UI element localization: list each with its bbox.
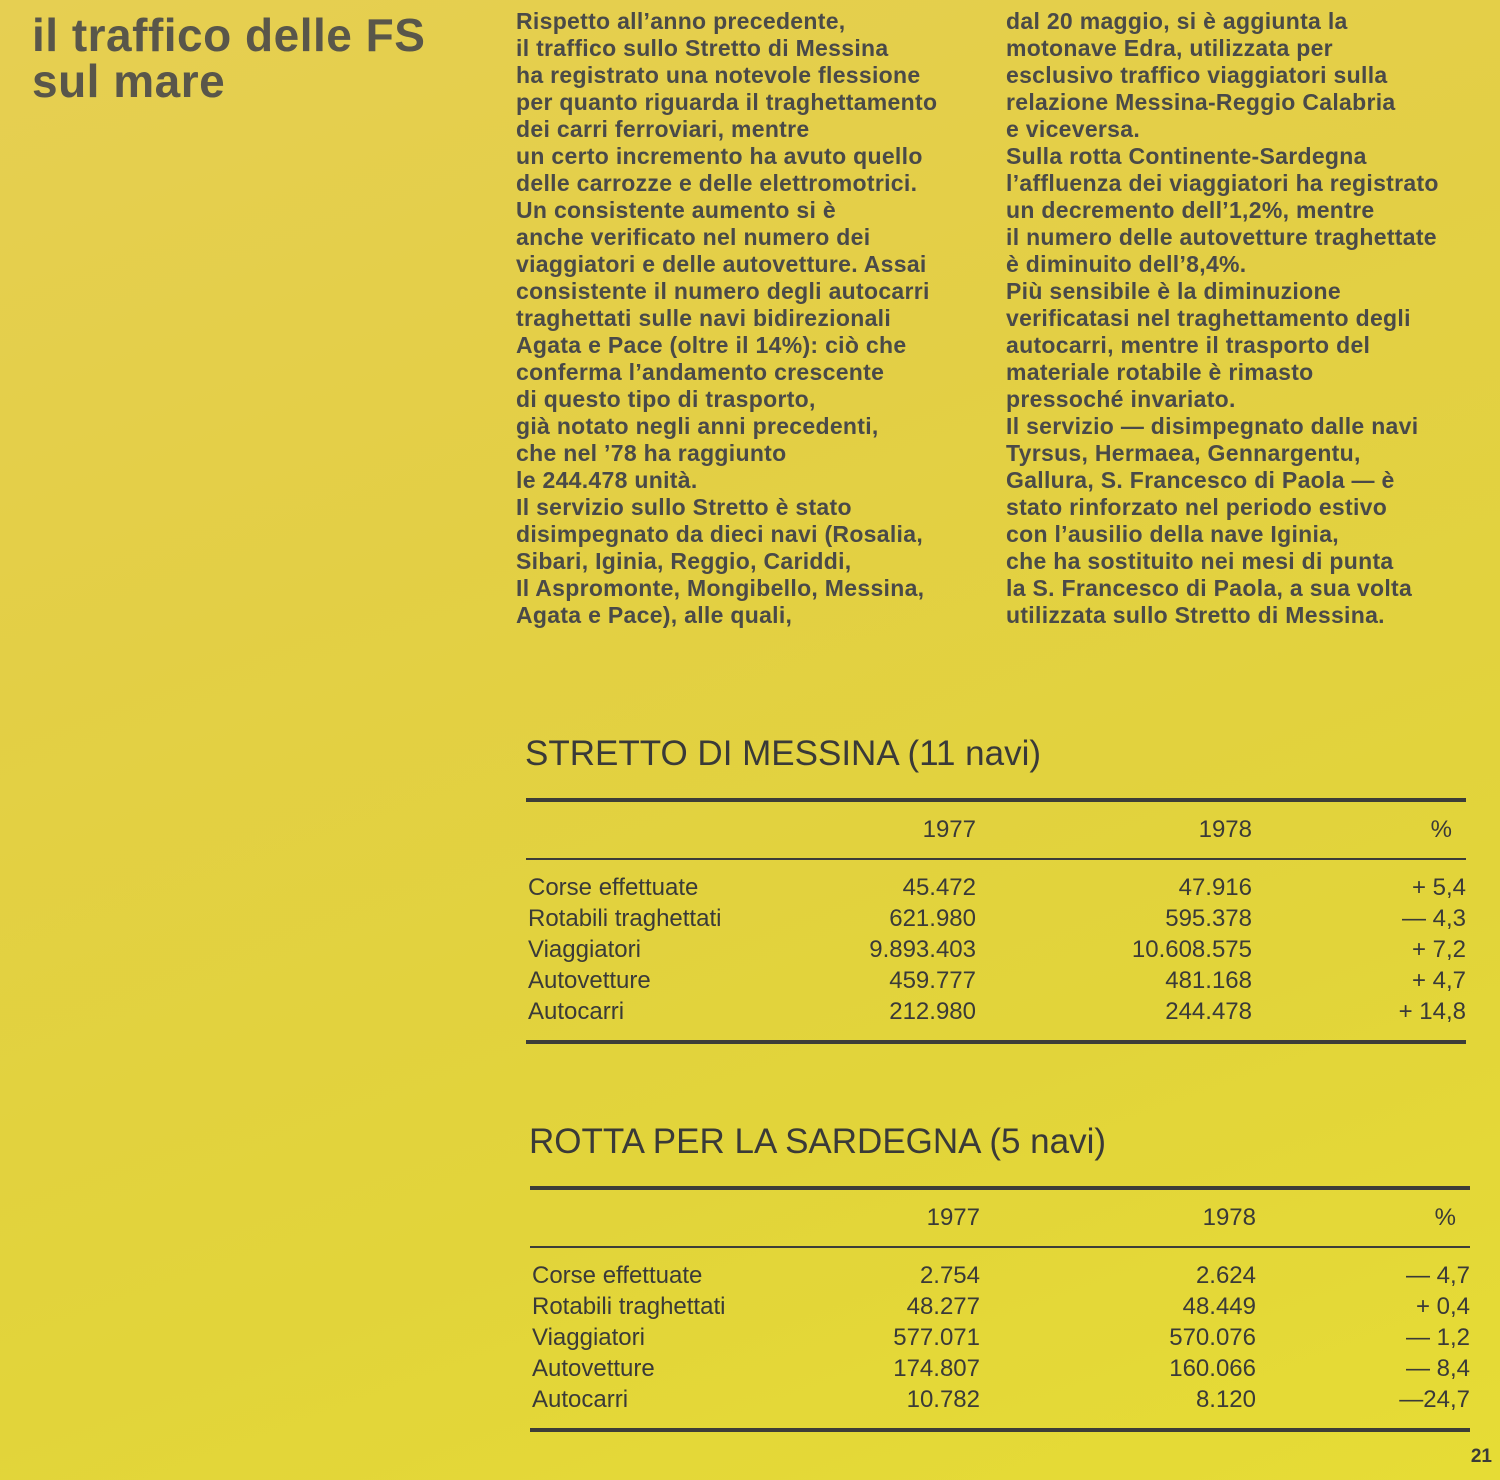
value-1978: 481.168 [1165,967,1252,994]
text-line: un decremento dell’1,2%, mentre [1006,197,1375,223]
value-1978: 47.916 [1178,874,1252,901]
value-percent: — 8,4 [1405,1355,1470,1382]
value-percent: — 4,3 [1401,905,1466,932]
value-1978: 2.624 [1195,1262,1256,1289]
value-1977: 10.782 [906,1386,980,1413]
text-line: Sulla rotta Continente-Sardegna [1006,143,1367,169]
value-percent: — 4,7 [1405,1262,1470,1289]
text-line: che nel ’78 ha raggiunto [516,440,787,466]
row-label: Rotabili traghettati [528,905,722,932]
text-line: le 244.478 unità. [516,467,698,493]
body-text-column-2 [1006,8,1476,629]
table-bottom-rule [526,1040,1466,1044]
value-1977: 621.980 [889,905,976,932]
text-line: Un consistente aumento si è [516,197,836,223]
text-line: verificatasi nel traghettamento degli [1006,305,1411,331]
table-sardegna-title: ROTTA PER LA SARDEGNA (5 navi) [529,1122,1107,1161]
value-1978: 244.478 [1165,998,1252,1025]
table-bottom-rule [530,1428,1470,1432]
table-top-rule [530,1186,1470,1190]
value-1978: 10.608.575 [1131,936,1252,963]
value-percent: + 14,8 [1398,998,1466,1025]
text-line: Più sensibile è la diminuzione [1006,278,1341,304]
text-line: con l’ausilio della nave Iginia, [1006,521,1339,547]
text-line: disimpegnato da dieci navi (Rosalia, [516,521,924,547]
text-line: dei carri ferroviari, mentre [516,116,810,142]
text-line: dal 20 maggio, si è aggiunta la [1006,8,1348,34]
table-top-rule [526,798,1466,802]
title-line-1: il traffico delle FS [32,9,426,61]
text-line: e viceversa. [1006,116,1141,142]
text-line: Agata e Pace (oltre il 14%): ciò che [516,332,907,358]
text-line: il traffico sullo Stretto di Messina [516,35,889,61]
text-line: relazione Messina-Reggio Calabria [1006,89,1396,115]
text-line: che ha sostituito nei mesi di punta [1006,548,1394,574]
row-label: Autovetture [532,1355,655,1382]
value-1977: 459.777 [889,967,976,994]
value-1977: 45.472 [902,874,976,901]
row-label: Autocarri [532,1386,629,1413]
value-1977: 9.893.403 [869,936,976,963]
value-1978: 160.066 [1169,1355,1256,1382]
text-line: Il servizio — disimpegnato dalle navi [1006,413,1419,439]
text-line: traghettati sulle navi bidirezionali [516,305,892,331]
text-line: Agata e Pace), alle quali, [516,602,793,628]
text-line: Sibari, Iginia, Reggio, Cariddi, [516,548,852,574]
row-label: Corse effettuate [532,1262,703,1289]
text-line: un certo incremento ha avuto quello [516,143,923,169]
value-1978: 595.378 [1165,905,1252,932]
table-messina [526,798,1466,1048]
table-sardegna [530,1186,1470,1436]
table-messina-title: STRETTO DI MESSINA (11 navi) [525,734,1042,773]
text-line: esclusivo traffico viaggiatori sulla [1006,62,1388,88]
text-line: l’affluenza dei viaggiatori ha registrato [1006,170,1439,196]
header-percent: % [1434,1204,1456,1231]
title-line-2: sul mare [32,55,226,107]
value-percent: + 4,7 [1411,967,1466,994]
text-line: consistente il numero degli autocarri [516,278,930,304]
page-number: 21 [1470,1446,1492,1467]
header-1977: 1977 [922,816,976,843]
text-line: Gallura, S. Francesco di Paola — è [1006,467,1395,493]
value-1977: 48.277 [906,1293,980,1320]
text-line: Il servizio sullo Stretto è stato [516,494,852,520]
value-1977: 212.980 [889,998,976,1025]
text-line: motonave Edra, utilizzata per [1006,35,1333,61]
header-1977: 1977 [926,1204,980,1231]
text-line: autocarri, mentre il trasporto del [1006,332,1371,358]
text-line: anche verificato nel numero dei [516,224,871,250]
text-line: Il Aspromonte, Mongibello, Messina, [516,575,925,601]
text-line: viaggiatori e delle autovetture. Assai [516,251,927,277]
header-1978: 1978 [1202,1204,1256,1231]
value-1978: 570.076 [1169,1324,1256,1351]
text-line: per quanto riguarda il traghettamento [516,89,938,115]
text-line: utilizzata sullo Stretto di Messina. [1006,602,1385,628]
row-label: Rotabili traghettati [532,1293,726,1320]
text-line: già notato negli anni precedenti, [516,413,879,439]
row-label: Corse effettuate [528,874,699,901]
value-1978: 8.120 [1195,1386,1256,1413]
row-label: Autocarri [528,998,625,1025]
row-label: Autovetture [528,967,651,994]
text-line: il numero delle autovetture traghettate [1006,224,1437,250]
value-percent: + 7,2 [1411,936,1466,963]
header-1978: 1978 [1198,816,1252,843]
page-title [32,9,492,107]
value-1977: 2.754 [919,1262,980,1289]
text-line: Rispetto all’anno precedente, [516,8,846,34]
text-line: la S. Francesco di Paola, a sua volta [1006,575,1413,601]
value-percent: —24,7 [1399,1386,1470,1413]
value-percent: — 1,2 [1405,1324,1470,1351]
table-header-rule [530,1246,1470,1248]
row-label: Viaggiatori [532,1324,645,1351]
value-1977: 174.807 [893,1355,980,1382]
text-line: delle carrozze e delle elettromotrici. [516,170,918,196]
header-percent: % [1430,816,1452,843]
text-line: pressoché invariato. [1006,386,1236,412]
text-line: Tyrsus, Hermaea, Gennargentu, [1006,440,1361,466]
value-1977: 577.071 [893,1324,980,1351]
value-1978: 48.449 [1182,1293,1256,1320]
text-line: conferma l’andamento crescente [516,359,885,385]
row-label: Viaggiatori [528,936,641,963]
body-text-column-1 [516,8,986,629]
value-percent: + 5,4 [1411,874,1466,901]
text-line: è diminuito dell’8,4%. [1006,251,1247,277]
table-header-rule [526,858,1466,860]
text-line: di questo tipo di trasporto, [516,386,816,412]
text-line: materiale rotabile è rimasto [1006,359,1314,385]
value-percent: + 0,4 [1415,1293,1470,1320]
text-line: stato rinforzato nel periodo estivo [1006,494,1388,520]
text-line: ha registrato una notevole flessione [516,62,921,88]
